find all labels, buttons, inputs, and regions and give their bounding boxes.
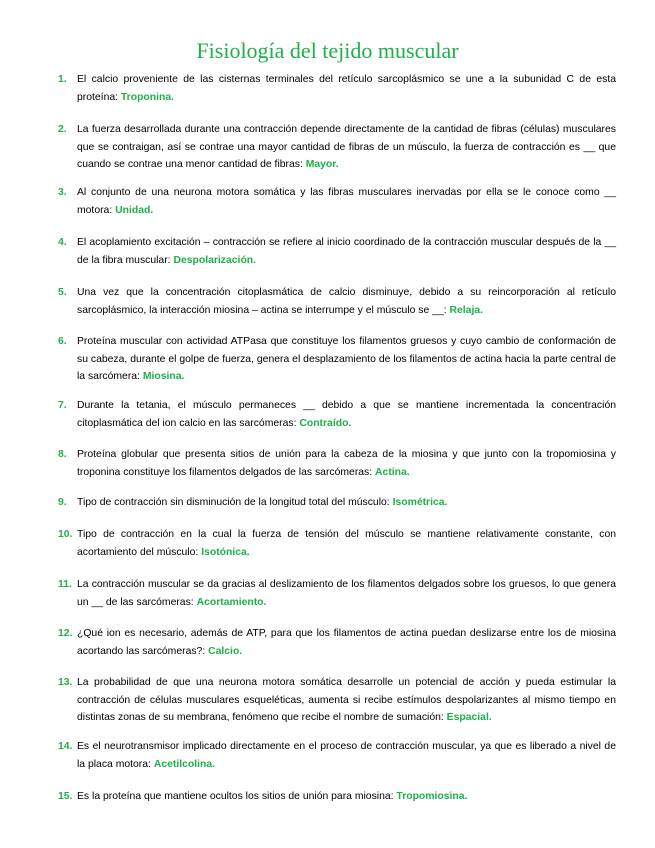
question-number: 4. [58, 237, 67, 248]
question-text-block [77, 446, 616, 481]
question-text-block [77, 526, 616, 561]
answer-text: Actina. [375, 466, 410, 478]
question-number: 13. [58, 677, 73, 688]
question-text-block [77, 576, 616, 611]
question-item [58, 234, 616, 269]
question-text-block [77, 284, 616, 319]
answer-text: Miosina. [142, 371, 185, 382]
question-text: Al conjunto de una neurona motora somática y las fibras musculares inervadas por ella se le conoce como __ motora: [77, 187, 616, 216]
question-text: La probabilidad de que una neurona motora somática desarrolle un potencial de acción y pueda estimular la contracción de células musculares esqueléticas, aumenta si recibe estímulos despolarizantes al mismo tiempo en distintas zonas de su membrana, fenómeno que recibe el nombre de sumación: [77, 677, 616, 723]
question-text-block [77, 788, 616, 806]
question-item [58, 333, 616, 386]
question-text: Una vez que la concentración citoplasmática de calcio disminuye, debido a su reincorporación al retículo sarcoplásmico, la interacción miosina – actina se interrumpe y el músculo se __: [77, 287, 616, 316]
question-item [58, 446, 616, 481]
question-text: Tipo de contracción en la cual la fuerza de tensión del músculo se mantiene relativamente constante, con acortamiento del músculo: [77, 529, 616, 558]
question-text-block [77, 121, 616, 174]
question-text-block [77, 397, 616, 432]
answer-text: Espacial. [446, 712, 492, 723]
question-number: 6. [58, 336, 67, 347]
question-item [58, 397, 616, 432]
question-number: 5. [58, 287, 67, 298]
answer-text: Contraído. [299, 417, 352, 429]
question-text-block [77, 71, 616, 106]
question-text-block [77, 184, 616, 219]
answer-text: Unidad. [115, 204, 154, 216]
question-text: La fuerza desarrollada durante una contracción depende directamente de la cantidad de fibras (células) musculares que se contraigan, así se contrae una mayor cantidad de fibras de un músculo, la fuerza de contracción es __ que cuando se contrae una menor cantidad de fibras: [77, 124, 616, 170]
question-number: 10. [58, 529, 73, 540]
question-text-block [77, 234, 616, 269]
question-item [58, 121, 616, 174]
question-item [58, 576, 616, 611]
question-text: El calcio proveniente de las cisternas terminales del retículo sarcoplásmico se une a la subunidad C de esta proteína: [77, 74, 616, 103]
question-number: 3. [58, 187, 67, 198]
question-item [58, 625, 616, 660]
question-item [58, 184, 616, 219]
question-number: 15. [58, 791, 73, 802]
answer-text: Acortamiento. [196, 596, 267, 608]
question-text: El acoplamiento excitación – contracción se refiere al inicio coordinado de la contracción muscular después de la __ de la fibra muscular: [77, 237, 616, 266]
question-number: 14. [58, 741, 73, 752]
question-number: 2. [58, 124, 67, 135]
question-item [58, 494, 616, 512]
page-title: Fisiología del tejido muscular [196, 38, 459, 63]
answer-text: Mayor. [305, 159, 339, 170]
answer-text: Isométrica. [392, 497, 448, 508]
question-number: 8. [58, 449, 67, 460]
question-number: 1. [58, 74, 67, 85]
question-item [58, 738, 616, 773]
answer-text: Relaja. [449, 304, 484, 316]
question-item [58, 284, 616, 319]
question-text: ¿Qué ion es necesario, además de ATP, para que los filamentos de actina puedan deslizarse entre los de miosina acortando las sarcómeras?: [77, 628, 616, 657]
question-text: Proteína globular que presenta sitios de unión para la cabeza de la miosina y que junto con la tropomiosina y troponina constituye los filamentos delgados de las sarcómeras: [77, 449, 616, 478]
question-text: Tipo de contracción sin disminución de la longitud total del músculo: [77, 497, 390, 508]
answer-text: Despolarización. [173, 254, 257, 266]
question-text-block [77, 494, 616, 512]
question-item [58, 526, 616, 561]
question-text: Es la proteína que mantiene ocultos los sitios de unión para miosina: [77, 791, 394, 802]
question-text: La contracción muscular se da gracias al deslizamiento de los filamentos delgados sobre los gruesos, lo que genera un __ de las sarcómeras: [77, 579, 616, 608]
question-item [58, 674, 616, 727]
question-item [58, 788, 616, 806]
question-text-block [77, 674, 616, 727]
question-text-block [77, 625, 616, 660]
question-item [58, 71, 616, 106]
question-text-block [77, 738, 616, 773]
answer-text: Troponina. [120, 91, 175, 103]
answer-text: Tropomiosina. [396, 791, 468, 802]
answer-text: Isotónica. [201, 546, 250, 558]
question-text-block [77, 333, 616, 386]
question-number: 12. [58, 628, 73, 639]
question-number: 9. [58, 497, 67, 508]
answer-text: Calcio. [208, 645, 243, 657]
answer-text: Acetilcolina. [153, 758, 216, 770]
question-number: 11. [58, 579, 72, 590]
question-text: Durante la tetania, el músculo permaneces __ debido a que se mantiene incrementada la concentración citoplasmática del ion calcio en las sarcómeras: [77, 400, 616, 429]
question-text: Es el neurotransmisor implicado directamente en el proceso de contracción muscular, ya que es liberado a nivel de la placa motora: [77, 741, 616, 770]
question-number: 7. [58, 400, 67, 411]
question-text: Proteína muscular con actividad ATPasa que constituye los filamentos gruesos y cuyo cambio de conformación de su cabeza, durante el golpe de fuerza, genera el desplazamiento de los filamentos de actina hacia la parte central de la sarcómera: [77, 336, 616, 382]
